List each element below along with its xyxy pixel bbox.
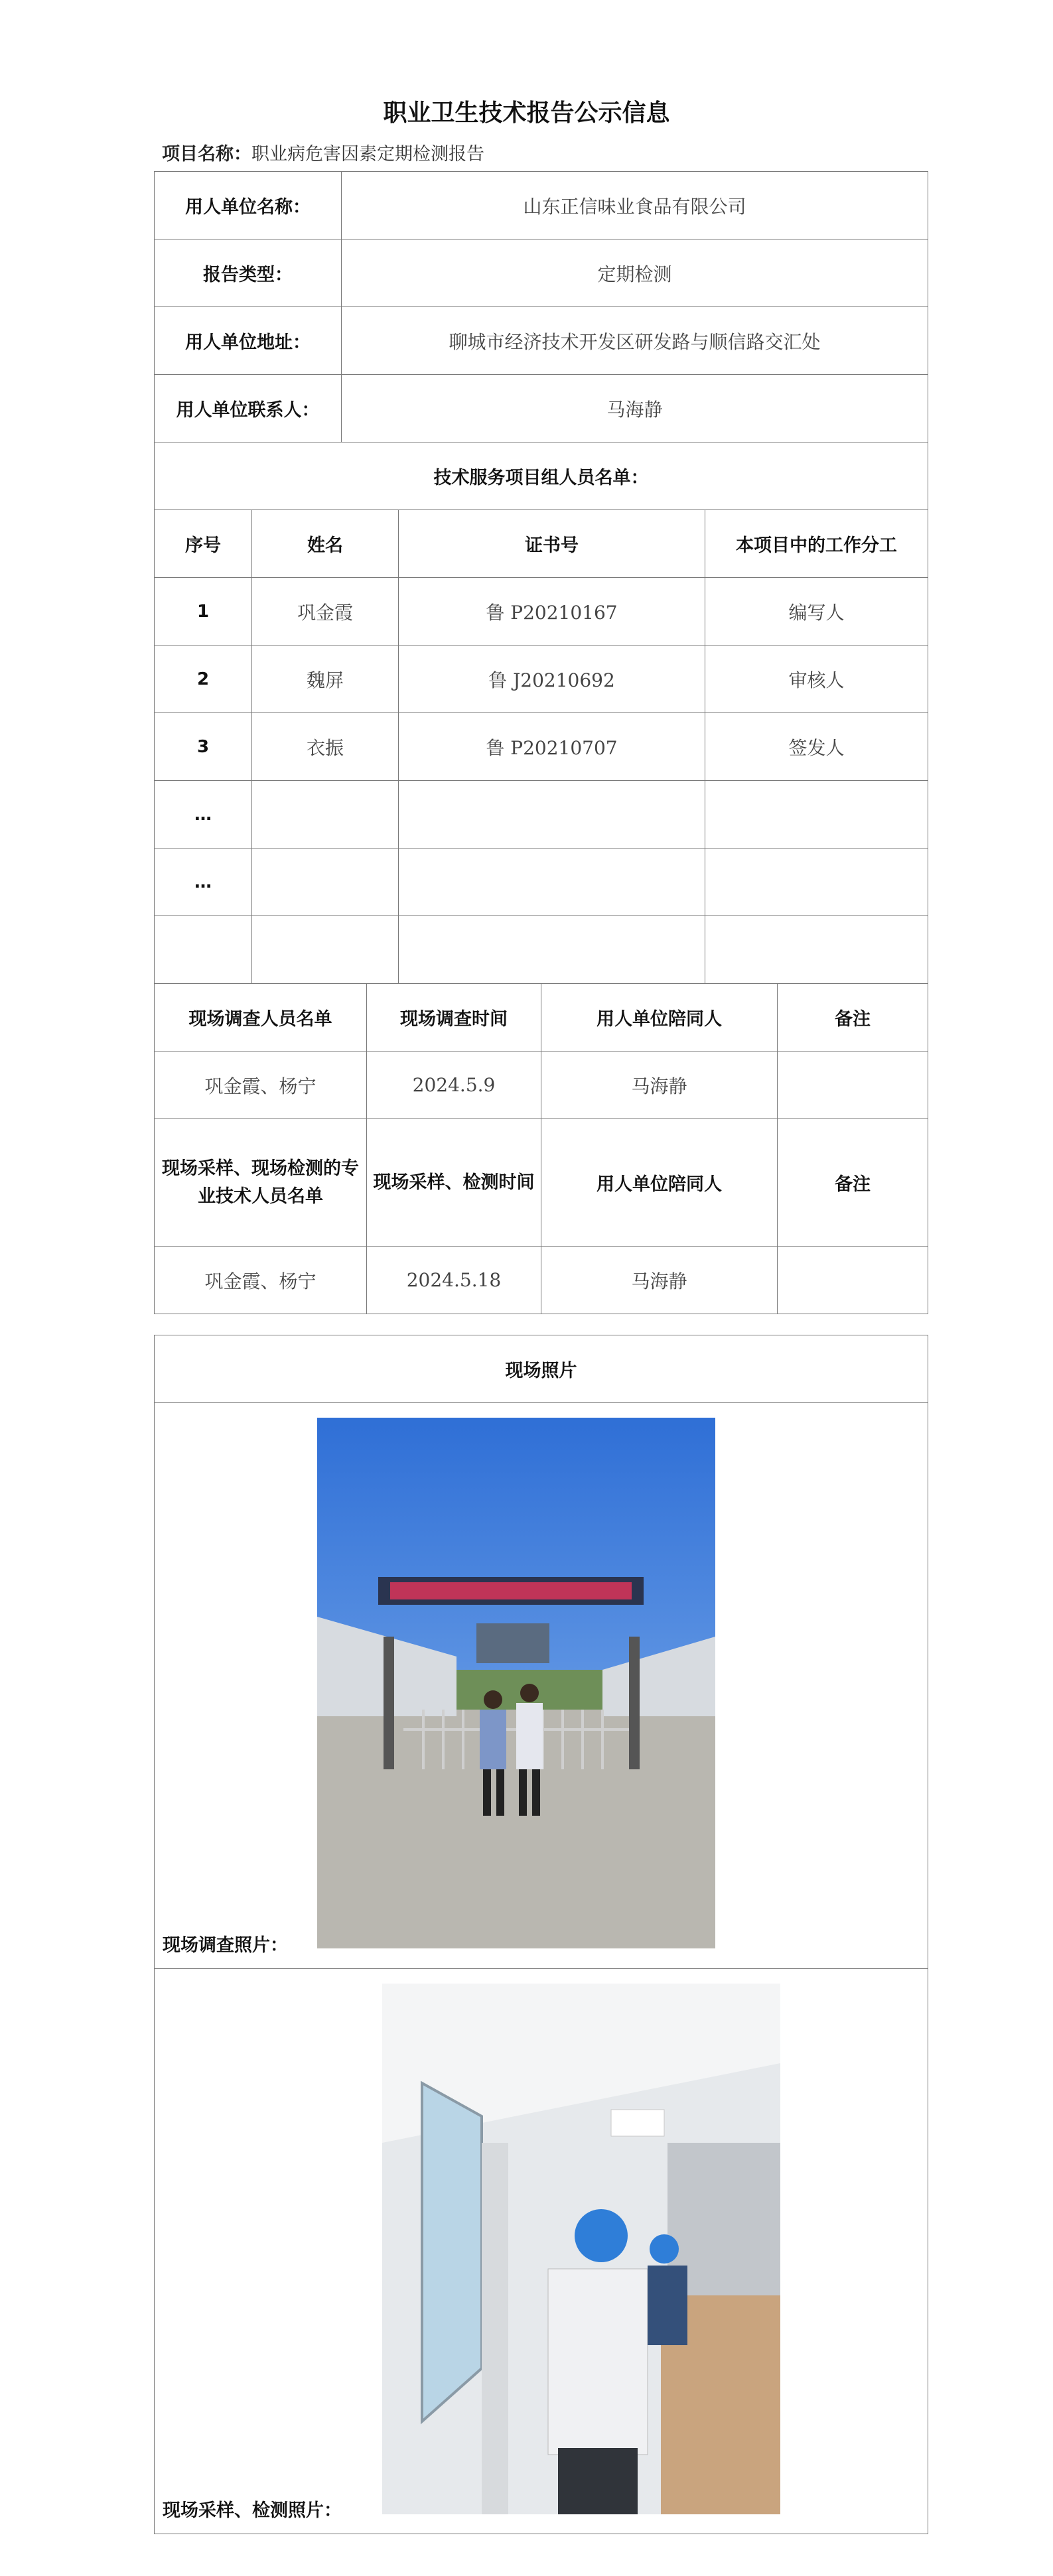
row-name xyxy=(252,916,399,984)
sampling-header-row xyxy=(155,1119,928,1247)
survey-escort: 马海静 xyxy=(541,1051,778,1119)
row-no: … xyxy=(155,848,252,916)
team-header-row xyxy=(155,510,928,578)
row-no: 3 xyxy=(155,713,252,781)
sampling-time: 2024.5.18 xyxy=(367,1247,541,1314)
row-role: 签发人 xyxy=(705,713,928,781)
project-name-line xyxy=(162,139,484,165)
row-cert xyxy=(399,916,705,984)
row-role: 编写人 xyxy=(705,578,928,645)
sampling-photo-label: 现场采样、检测照片： xyxy=(163,2500,342,2521)
survey-time: 2024.5.9 xyxy=(367,1051,541,1119)
row-no: 1 xyxy=(155,578,252,645)
row-name xyxy=(252,848,399,916)
sampling-time-header: 现场采样、检测时间 xyxy=(367,1119,541,1247)
table-row xyxy=(155,1247,928,1314)
row-cert xyxy=(399,781,705,848)
table-row xyxy=(155,916,928,984)
project-name-label: 项目名称： xyxy=(162,144,251,165)
info-row xyxy=(155,375,928,442)
survey-photo xyxy=(317,1418,715,1948)
survey-photo-label: 现场调查照片： xyxy=(163,1935,288,1956)
fieldwork-table xyxy=(154,983,928,1314)
survey-note-header: 备注 xyxy=(778,984,928,1051)
survey-note xyxy=(778,1051,928,1119)
survey-header-row xyxy=(155,984,928,1051)
photos-table xyxy=(154,1335,928,2534)
sampling-staff-header: 现场采样、现场检测的专业技术人员名单 xyxy=(155,1119,367,1247)
company-address-value: 聊城市经济技术开发区研发路与顺信路交汇处 xyxy=(342,307,928,375)
col-header-role: 本项目中的工作分工 xyxy=(705,510,928,578)
row-name: 魏屏 xyxy=(252,645,399,713)
sampling-photo xyxy=(382,1984,780,2514)
row-cert: 鲁 J20210692 xyxy=(399,645,705,713)
col-header-cert: 证书号 xyxy=(399,510,705,578)
company-contact-label: 用人单位联系人： xyxy=(155,375,342,442)
row-role xyxy=(705,848,928,916)
sampling-note-header: 备注 xyxy=(778,1119,928,1247)
row-no: … xyxy=(155,781,252,848)
col-header-no: 序号 xyxy=(155,510,252,578)
col-header-name: 姓名 xyxy=(252,510,399,578)
table-row xyxy=(155,578,928,645)
row-role: 审核人 xyxy=(705,645,928,713)
page-title: 职业卫生技术报告公示信息 xyxy=(383,100,670,127)
table-row xyxy=(155,713,928,781)
report-type-label: 报告类型： xyxy=(155,239,342,307)
row-cert xyxy=(399,848,705,916)
team-heading: 技术服务项目组人员名单： xyxy=(155,442,928,510)
project-name-value: 职业病危害因素定期检测报告 xyxy=(251,144,484,165)
info-row xyxy=(155,239,928,307)
row-name: 衣振 xyxy=(252,713,399,781)
row-role xyxy=(705,916,928,984)
table-row xyxy=(155,1051,928,1119)
info-table xyxy=(154,171,928,442)
survey-photo-cell xyxy=(155,1403,928,1969)
survey-time-header: 现场调查时间 xyxy=(367,984,541,1051)
company-name-label: 用人单位名称： xyxy=(155,172,342,239)
photos-heading: 现场照片 xyxy=(155,1335,928,1403)
row-role xyxy=(705,781,928,848)
report-type-value: 定期检测 xyxy=(342,239,928,307)
team-table xyxy=(154,442,928,984)
survey-escort-header: 用人单位陪同人 xyxy=(541,984,778,1051)
row-cert: 鲁 P20210707 xyxy=(399,713,705,781)
sampling-escort: 马海静 xyxy=(541,1247,778,1314)
sampling-photo-cell xyxy=(155,1969,928,2534)
sampling-note xyxy=(778,1247,928,1314)
table-row xyxy=(155,848,928,916)
table-row xyxy=(155,645,928,713)
row-no: 2 xyxy=(155,645,252,713)
survey-staff-header: 现场调查人员名单 xyxy=(155,984,367,1051)
sampling-escort-header: 用人单位陪同人 xyxy=(541,1119,778,1247)
row-cert: 鲁 P20210167 xyxy=(399,578,705,645)
company-name-value: 山东正信味业食品有限公司 xyxy=(342,172,928,239)
company-address-label: 用人单位地址： xyxy=(155,307,342,375)
info-row xyxy=(155,307,928,375)
company-contact-value: 马海静 xyxy=(342,375,928,442)
table-row xyxy=(155,781,928,848)
info-row xyxy=(155,172,928,239)
row-no xyxy=(155,916,252,984)
sampling-staff: 巩金霞、杨宁 xyxy=(155,1247,367,1314)
survey-staff: 巩金霞、杨宁 xyxy=(155,1051,367,1119)
row-name: 巩金霞 xyxy=(252,578,399,645)
row-name xyxy=(252,781,399,848)
